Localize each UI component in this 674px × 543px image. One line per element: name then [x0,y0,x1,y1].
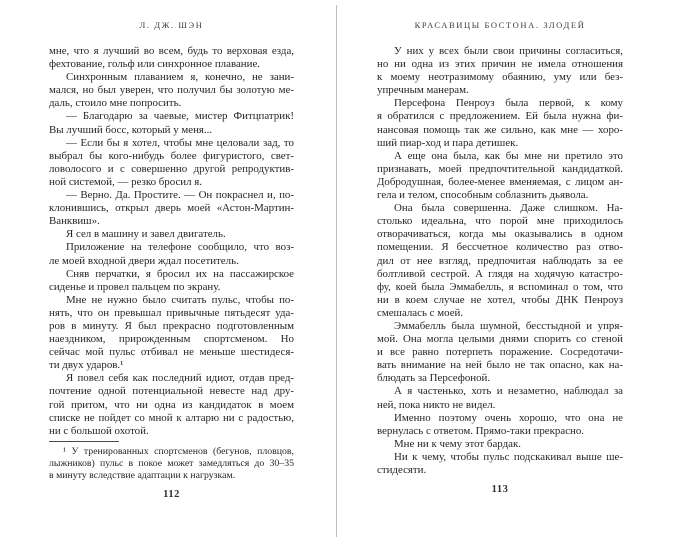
text-line: — Благодарю за чаевые, мистер Фитцпатрик! [66,110,294,123]
text-line: — Если бы я хотел, чтобы мне целовали зад, то [66,136,294,149]
text-line: Именно поэтому очень хорошо, что она не [394,411,623,424]
text-line: фехтование, гольф или синхронное плавание. [49,58,260,71]
text-line: Приложение на телефоне сообщило, что воз- [66,241,294,254]
text-line: нансовая помощь так же сильно, как мне — хоро- [377,123,623,136]
text-line: нять, что он превышал привычные пятьдесят уда- [49,306,294,319]
text-line: выбрал бы кого-нибудь более фигуристого, свет- [49,149,294,162]
text-line: Вы лучший босс, который у меня... [49,123,213,136]
text-line: ров в минуту. Я был прекрасно подготовленным [49,319,294,332]
text-line: сейчас мой пульс отбивал не меньше шестидеся- [49,346,294,359]
page-right [377,19,623,495]
text-line: Сняв перчатки, я бросил их на пассажирское [66,267,294,280]
text-line: ле моей входной двери ждал посетитель. [49,254,239,267]
text-line: мой. Она могла целыми днями спорить со стеной [377,333,623,346]
text-line: но ни одна из этих причин не имела отношения [377,58,623,71]
text-line: клонившись, открыл дверь моей «Астон-Мартин- [49,202,294,215]
text-line: даль, стоило мне попросить. [49,97,182,110]
text-line: Мне ни к чему этот бардак. [394,437,521,450]
text-line: помещении. Я бессчетное количество раз отво- [377,241,623,254]
text-line: Я повел себя как последний идиот, отдав пред- [66,372,294,385]
text-line: списке не пойдет со мной к алтарю ни с радостью, [49,411,294,424]
text-line: ловолосого и с совершенно другой репродуктив- [49,162,294,175]
text-line: А еще она была, как бы мне ни претило это [394,149,623,162]
text-line: мне, что я лучший во всем, будь то верховая езда, [49,45,294,57]
text-line: Персефона Пенроуз была первой, к кому [394,97,623,110]
footnote-line: ¹ У тренированных спортсменов (бегунов, пловцов, [63,445,294,457]
footnote-line: в минуту вследствие адаптации к нагрузкам. [49,469,236,481]
text-line: сиденье и провел пальцем по экрану. [49,280,221,293]
text-line: Мне не нужно было считать пульс, чтобы по- [66,293,294,306]
text-line: Ни к чему, чтобы пульс подскакивал выше ше- [394,450,623,463]
text-line: к моему неотразимому обаянию, уму или без- [377,71,623,84]
text-line: болтливой сестрой. А глядя на ходячую катастро- [377,267,623,280]
page-gutter-divider [336,5,337,537]
text-line: наездником, прирожденным спортсменом. Но [49,333,294,346]
text-line: ший пиар-ход и пара детишек. [377,136,519,149]
text-line: — Верно. Да. Простите. — Он покраснел и, по- [66,189,294,202]
text-line: вать внимание на ней было не так опасно, как на- [377,359,623,372]
text-line: Синхронным плаванием я, конечно, не зани- [66,71,294,84]
text-line: вернулась с ответом. Прямо-таки прекрасно. [377,424,585,437]
footnote-line: лыжников) пульс в покое может замедляться до 30–35 [49,457,294,469]
running-header-author: Л. ДЖ. ШЭН [139,20,204,30]
text-line: У них у всех были свои причины согласиться, [394,45,623,57]
text-line: почтение одной потенциальной невесте над дру- [49,385,294,398]
text-line: Добродушная, более-менее вменяемая, с лицом ан- [377,175,623,188]
text-line: гой притом, что ни одна из кандидаток в моем [49,398,294,411]
text-line: гела и телом, способным соблазнить дьявола. [377,189,589,202]
text-line: ной системой, — резко бросил я. [49,175,203,188]
text-line: смешалась с моей. [377,306,464,319]
body-text-left [49,45,294,438]
text-line: Я сел в машину и завел двигатель. [66,228,226,241]
text-line: и все равно потерпеть поражение. Сосредотачи- [377,346,623,359]
page-number-left: 112 [163,489,180,501]
text-line: я обратился с предложением. Ей была нужна фи- [377,110,623,123]
page-number-right: 113 [491,484,509,496]
text-line: А я частенько, хоть и незаметно, наблюдал за [394,385,623,398]
text-line: ней, пока никто не видел. [377,398,496,411]
text-line: Эммабелль была шумной, бесстыдной и упря- [394,319,623,332]
text-line: дил от нее взгляд, предпочитая наблюдать за ее [377,254,623,267]
footnote [49,446,294,482]
text-line: столько идеальна, что порой мне приходилось [377,215,623,228]
text-line: Ванквиш». [49,215,100,228]
text-line: ти двух ударов.¹ [49,359,124,372]
footnote-rule [49,441,119,442]
text-line: стидесяти. [377,464,427,476]
text-line: признавать, моей предпочтительной кандидаткой. [377,162,623,175]
text-line: упречным манерам. [377,84,469,97]
text-line: блюдать за Персефоной. [377,372,491,385]
text-line: Она была совершенна. Даже слишком. На- [394,202,623,215]
text-line: фу, коей была Эммабелль, я вспоминал о том, что [377,280,623,293]
text-line: ни с большой охотой. [49,424,149,437]
text-line: мался, но был уверен, что получил бы золотую ме- [49,84,294,97]
text-line: ни в коем случае не хотел, чтобы ДНК Пенроуз [377,293,623,306]
body-text-right [377,45,623,477]
page-left [49,19,294,500]
text-line: отворачиваться, когда мы оказывались в одном [377,228,623,241]
running-header-title: КРАСАВИЦЫ БОСТОНА. ЗЛОДЕЙ [414,20,586,30]
